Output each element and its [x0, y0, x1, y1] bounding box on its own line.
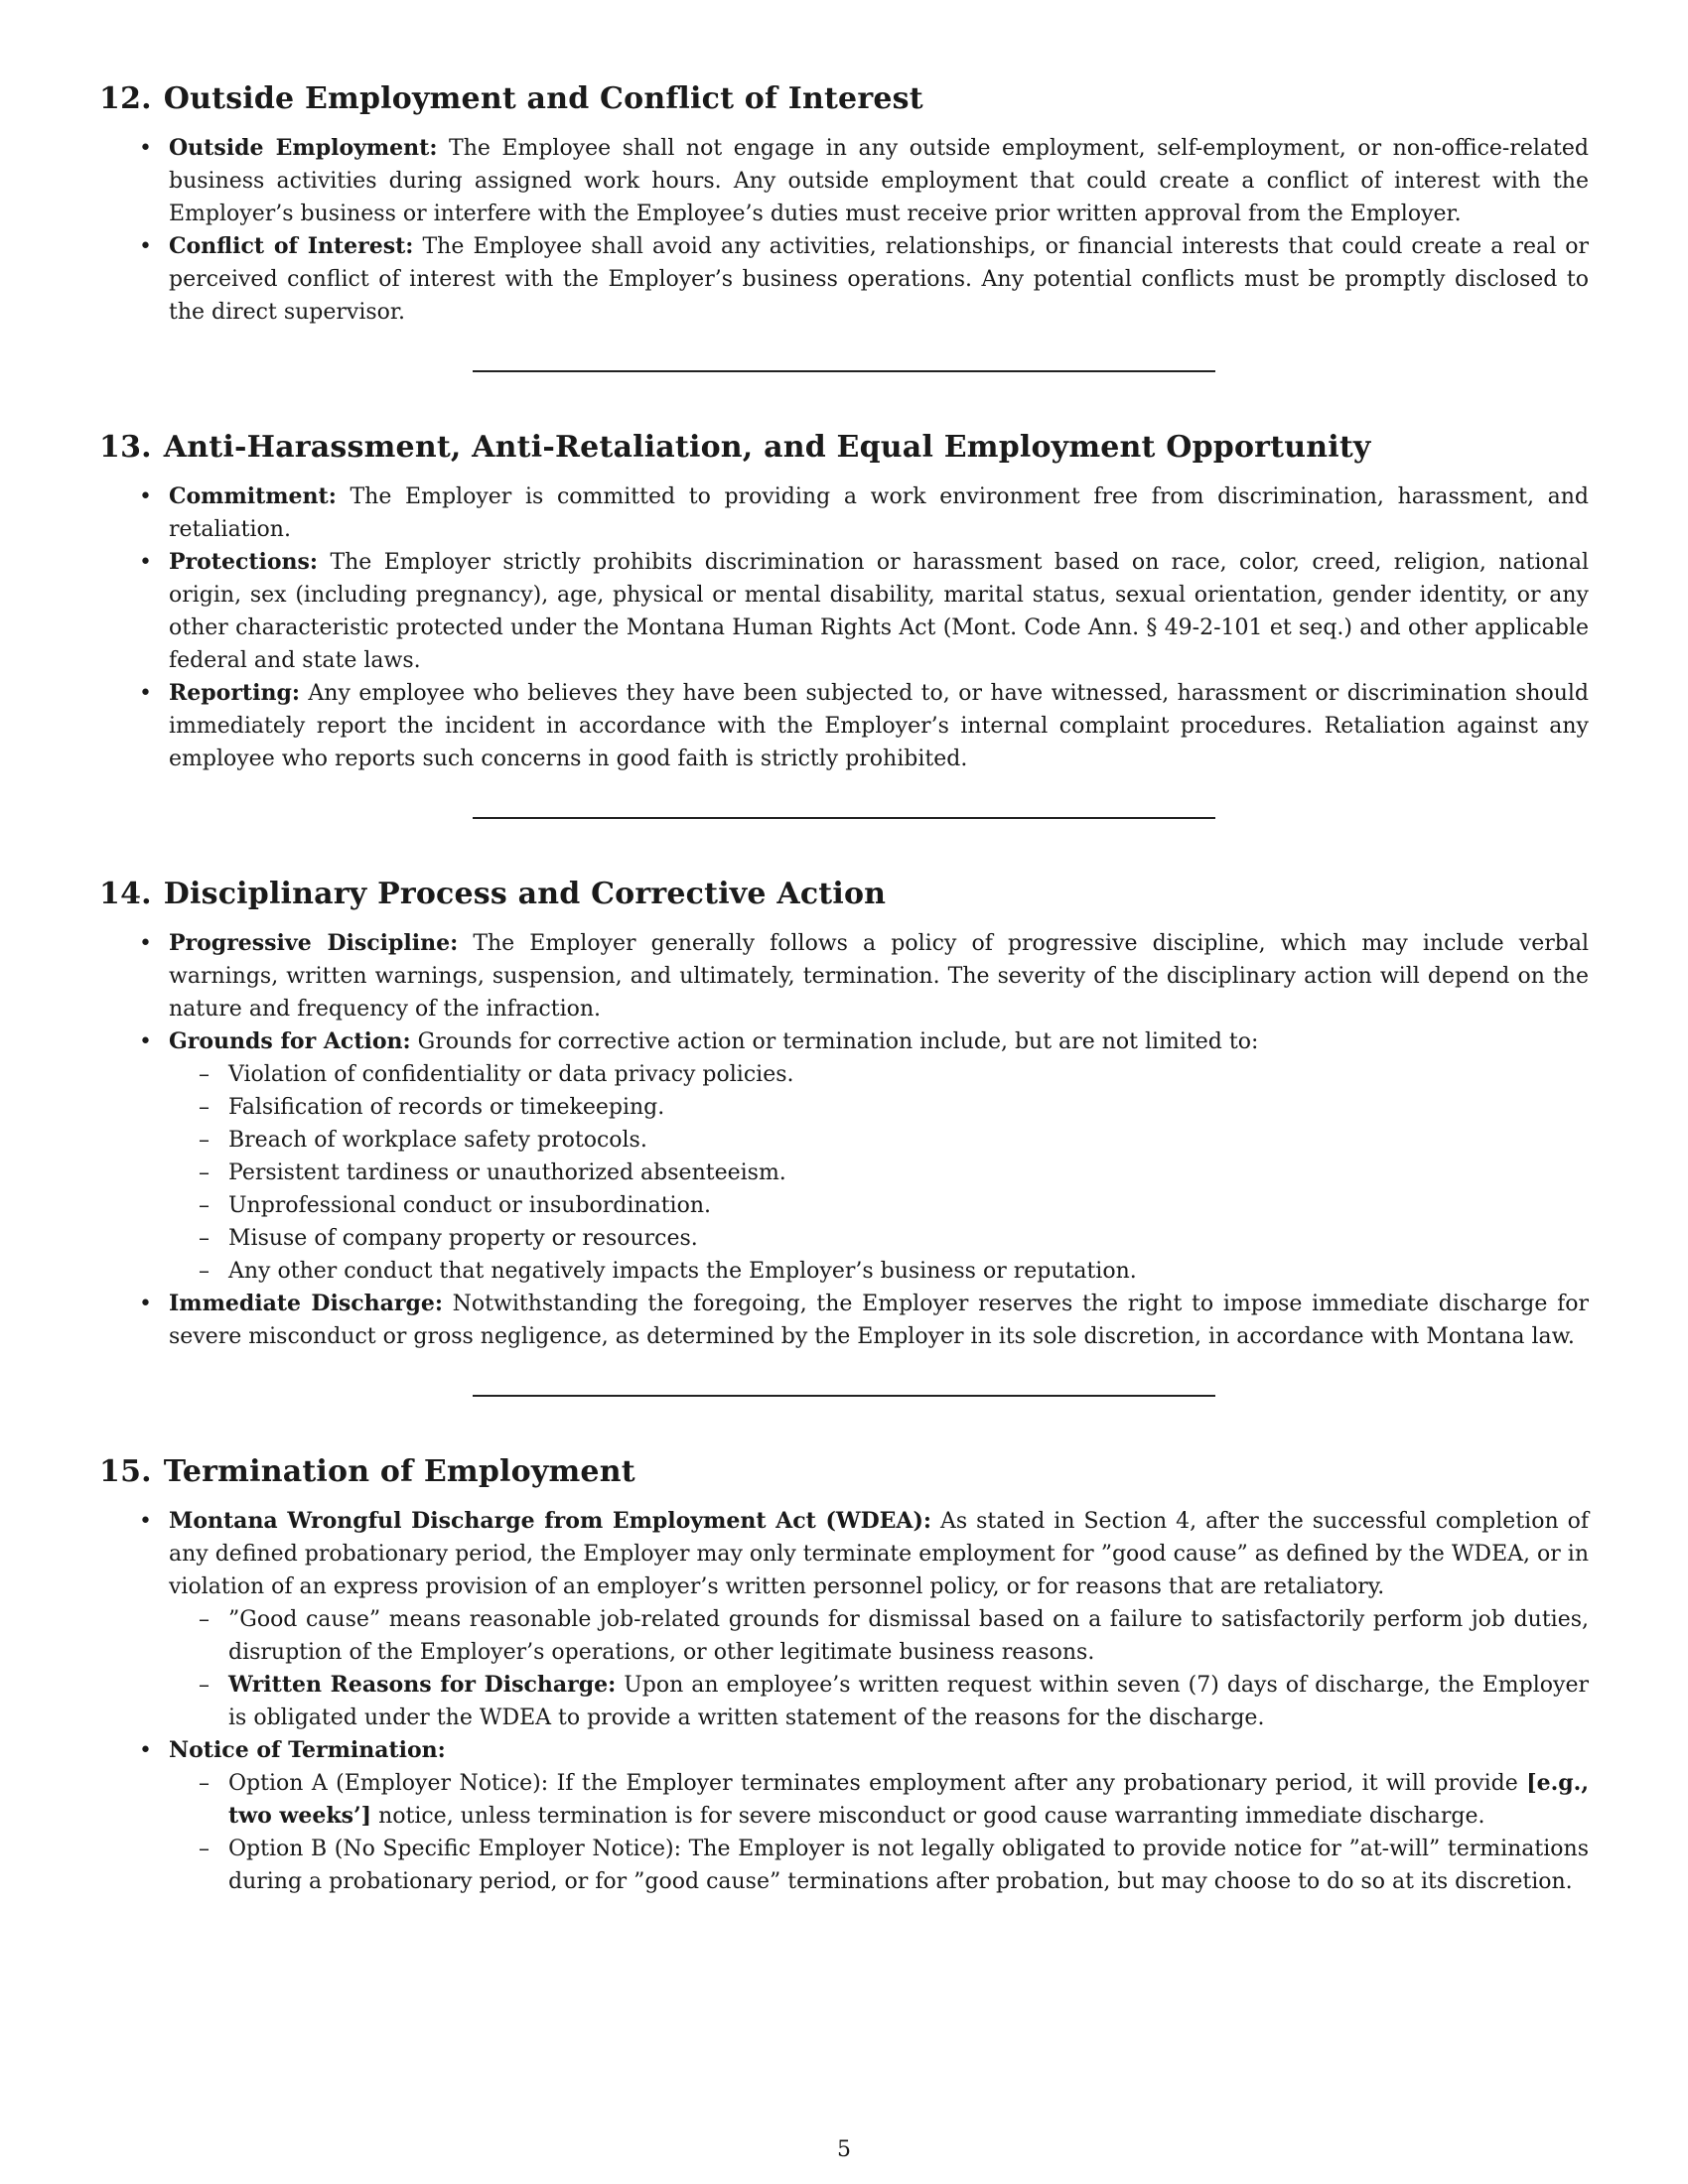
list-item [99, 1025, 1589, 1288]
item-text: As stated in Section 4, after the successful completion of any defined probationary period, the Employer may only terminate employment for ”good cause” as defined by the WDEA, or in violation of an express provision of an employer’s written personnel policy, or for reasons that are retaliatory. [169, 1509, 1589, 1599]
list-item [99, 1288, 1589, 1353]
section-14 [99, 875, 1589, 1353]
sub-list-item: – ”Good cause” means reasonable job-related grounds for dismissal based on a failure to satisfactorily perform job duties, disruption of the Employer’s operations, or other legitimate business reasons. [169, 1603, 1589, 1669]
option-b: – Option B (No Specific Employer Notice): The Employer is not legally obligated to provide notice for ”at-will” terminations during a probationary period, or for ”good cause” terminations after probation, but may choose to do so at its discretion. [169, 1833, 1589, 1898]
item-label: Immediate Discharge: [169, 1291, 443, 1316]
list-item [99, 480, 1589, 546]
item-text: The Employer strictly prohibits discrimination or harassment based on race, color, creed, religion, national origin, sex (including pregnancy), age, physical or mental disability, marital status, sexual orientation, gender identity, or any other characteristic protected under the Montana Human Rights Act (Mont. Code Ann. § 49-2-101 et seq.) and other applicable federal and state laws. [169, 550, 1589, 673]
item-label: Notice of Termination: [169, 1737, 446, 1763]
item-label: Reporting: [169, 680, 300, 706]
sub-list-item: – Falsification of records or timekeeping. [169, 1091, 1589, 1124]
item-label: Grounds for Action: [169, 1028, 411, 1054]
placeholder-notice-period: [e.g., two weeks’] [228, 1770, 1589, 1829]
section-heading: 12. Outside Employment and Conflict of Interest [99, 81, 923, 116]
item-text: Any employee who believes they have been subjected to, or have witnessed, harassment or discrimination should immediately report the incident in accordance with the Employer’s internal complaint procedures. Retaliation against any employee who reports such concerns in good faith is strictly prohibited. [169, 681, 1589, 771]
page-number: 5 [837, 2137, 851, 2162]
sub-item-label: Written Reasons for Discharge: [228, 1672, 617, 1698]
section-divider [473, 1395, 1215, 1397]
sub-list-item: – Misuse of company property or resources. [169, 1222, 1589, 1255]
list-item [99, 927, 1589, 1025]
bullet-list [99, 480, 1589, 775]
option-a: – Option A (Employer Notice): If the Employer terminates employment after any probationary period, it will provide [e.g., two weeks’] notice, unless termination is for severe misconduct or good cause warranting immediate discharge. [169, 1767, 1589, 1833]
item-label: Protections: [169, 549, 319, 575]
list-item [99, 1734, 1589, 1898]
sub-item-text: Upon an employee’s written request within seven (7) days of discharge, the Employer is obligated under the WDEA to provide a written statement of the reasons for the discharge. [228, 1673, 1589, 1730]
list-item [99, 230, 1589, 329]
document-page [99, 79, 1589, 2105]
item-label: Conflict of Interest: [169, 233, 414, 259]
section-heading: 13. Anti-Harassment, Anti-Retaliation, and Equal Employment Opportunity [99, 430, 1371, 465]
bullet-list [99, 132, 1589, 329]
item-label: Commitment: [169, 483, 337, 509]
sub-list-item: – Unprofessional conduct or insubordination. [169, 1189, 1589, 1222]
section-divider [473, 817, 1215, 819]
section-15 [99, 1452, 1589, 1898]
sub-list-item: – Violation of confidentiality or data privacy policies. [169, 1058, 1589, 1091]
sub-list [169, 1767, 1589, 1898]
section-heading: 15. Termination of Employment [99, 1454, 635, 1489]
sub-list-item: – Persistent tardiness or unauthorized absenteeism. [169, 1157, 1589, 1189]
section-heading: 14. Disciplinary Process and Corrective Action [99, 877, 887, 911]
list-item [99, 132, 1589, 230]
item-label: Outside Employment: [169, 135, 438, 161]
section-divider [473, 370, 1215, 372]
item-text: The Employer is committed to providing a work environment free from discrimination, harassment, and retaliation. [169, 484, 1589, 542]
list-item [99, 1505, 1589, 1734]
bullet-list [99, 1505, 1589, 1898]
item-text: Grounds for corrective action or termination include, but are not limited to: [410, 1029, 1259, 1054]
item-label: Montana Wrongful Discharge from Employment Act (WDEA): [169, 1508, 932, 1534]
sub-list-item [169, 1669, 1589, 1734]
sub-list [169, 1058, 1589, 1288]
sub-list-item: – Breach of workplace safety protocols. [169, 1124, 1589, 1157]
item-text: The Employee shall not engage in any outside employment, self-employment, or non-office-related business activities during assigned work hours. Any outside employment that could create a conflict of interest with the Employer’s business or interfere with the Employee’s duties must receive prior written approval from the Employer. [169, 136, 1589, 226]
section-13 [99, 428, 1589, 775]
bullet-list [99, 927, 1589, 1353]
item-label: Progressive Discipline: [169, 930, 459, 956]
section-12 [99, 79, 1589, 329]
item-text: The Employee shall avoid any activities, relationships, or financial interests that could create a real or perceived conflict of interest with the Employer’s business operations. Any potential conflicts must be promptly disclosed to the direct supervisor. [169, 234, 1589, 325]
sub-list-item: – Any other conduct that negatively impacts the Employer’s business or reputation. [169, 1255, 1589, 1288]
item-text: The Employer generally follows a policy of progressive discipline, which may include verbal warnings, written warnings, suspension, and ultimately, termination. The severity of the disciplinary action will depend on the nature and frequency of the infraction. [169, 931, 1589, 1022]
list-item [99, 546, 1589, 677]
item-text: Notwithstanding the foregoing, the Employer reserves the right to impose immediate discharge for severe misconduct or gross negligence, as determined by the Employer in its sole discretion, in accordance with Montana law. [169, 1292, 1590, 1349]
sub-list [169, 1603, 1589, 1734]
list-item [99, 677, 1589, 775]
